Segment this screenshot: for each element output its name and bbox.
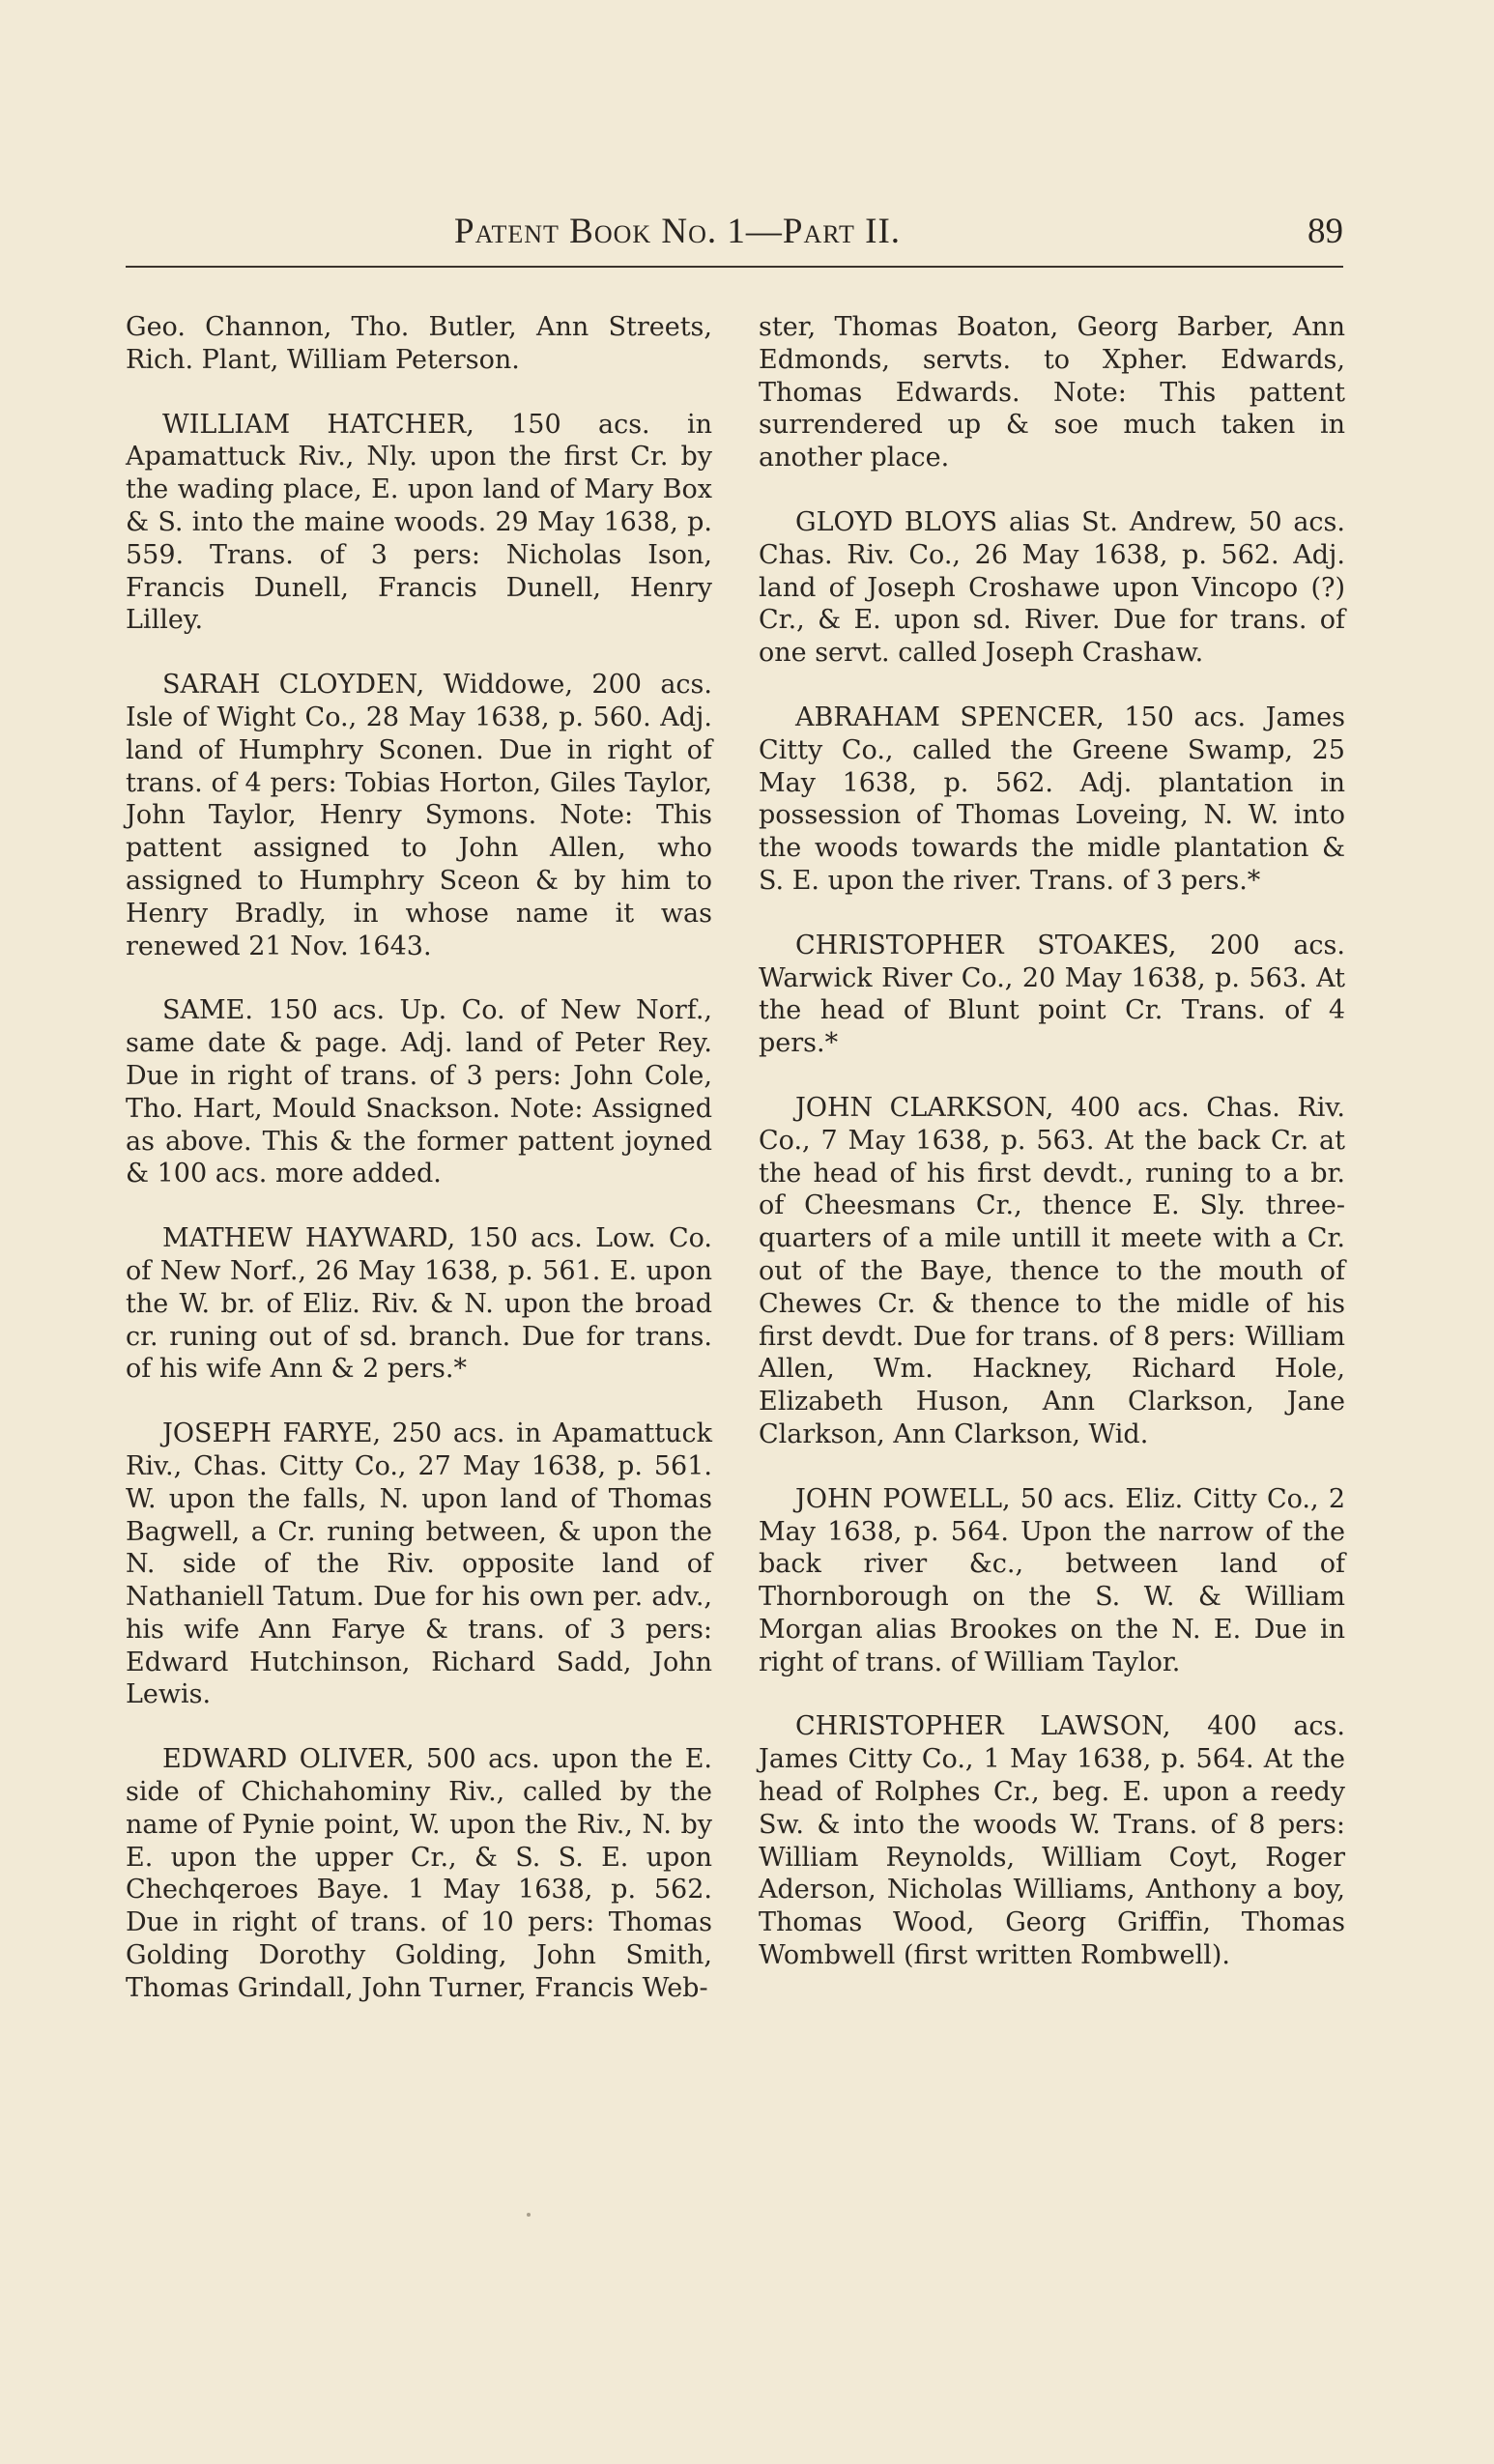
entry-joseph-farye: JOSEPH FARYE, 250 acs. in Apamattuck Riv., Chas. Citty Co., 27 May 1638, p. 561. W. upon the falls, N. upon land of Thomas Bagwell, a Cr. runing between, & upon the N. side of the Riv. opposite land of Nathaniell Tatum. Due for his own per. adv., his wife Ann Farye & trans. of 3 pers: Edward Hutchinson, Richard Sadd, John Lewis. — [126, 1418, 712, 1710]
right-column — [759, 311, 1345, 2004]
entry-william-hatcher: WILLIAM HATCHER, 150 acs. in Apamattuck Riv., Nly. upon the first Cr. by the wading place, E. upon land of Mary Box & S. into the maine woods. 29 May 1638, p. 559. Trans. of 3 pers: Nicholas Ison, Francis Dunell, Francis Dunell, Henry Lilley. — [126, 409, 712, 636]
entry-sarah-cloyden: SARAH CLOYDEN, Widdowe, 200 acs. Isle of Wight Co., 28 May 1638, p. 560. Adj. land of Humphry Sconen. Due in right of trans. of 4 pers: Tobias Horton, Giles Taylor, John Taylor, Henry Symons. Note: This pattent assigned to John Allen, who assigned to Humphry Sceon & by him to Henry Bradly, in whose name it was renewed 21 Nov. 1643. — [126, 670, 712, 961]
entry-edward-oliver: EDWARD OLIVER, 500 acs. upon the E. side of Chichahominy Riv., called by the name of Pynie point, W. upon the Riv., N. by E. upon the upper Cr., & S. S. E. upon Chechqeroes Baye. 1 May 1638, p. 562. Due in right of trans. of 10 pers: Thomas Golding Dorothy Golding, John Smith, Thomas Grindall, John Turner, Francis Web- — [126, 1744, 712, 2003]
entry-john-powell: JOHN POWELL, 50 acs. Eliz. Citty Co., 2 May 1638, p. 564. Upon the narrow of the back river &c., between land of Thornborough on the S. W. & William Morgan alias Brookes on the N. E. Due in right of trans. of William Taylor. — [759, 1483, 1345, 1677]
entry-gloyd-bloys: GLOYD BLOYS alias St. Andrew, 50 acs. Chas. Riv. Co., 26 May 1638, p. 562. Adj. land of Joseph Croshawe upon Vincopo (?) Cr., & E. upon sd. River. Due for trans. of one servt. called Joseph Crashaw. — [759, 506, 1345, 669]
entry-christopher-stoakes: CHRISTOPHER STOAKES, 200 acs. Warwick River Co., 20 May 1638, p. 563. At the head of Blunt point Cr. Trans. of 4 pers.* — [759, 930, 1345, 1059]
entry-continued: Geo. Channon, Tho. Butler, Ann Streets, Rich. Plant, William Peterson. — [126, 312, 712, 375]
entry-christopher-lawson: CHRISTOPHER LAWSON, 400 acs. James Citty Co., 1 May 1638, p. 564. At the head of Rolphes Cr., beg. E. upon a reedy Sw. & into the woods W. Trans. of 8 pers: William Reynolds, William Coyt, Roger Aderson, Nicholas Williams, Anthony a boy, Thomas Wood, Georg Griffin, Thomas Wombwell (first written Rombwell). — [759, 1711, 1345, 1971]
page-number: 89 — [1307, 212, 1343, 251]
running-title: Patent Book No. 1—Part II. — [454, 212, 902, 251]
entry-continued: ster, Thomas Boaton, Georg Barber, Ann Edmonds, servts. to Xpher. Edwards, Thomas Edwards. Note: This pattent surrendered up & soe much taken in another place. — [759, 312, 1345, 473]
entry-abraham-spencer: ABRAHAM SPENCER, 150 acs. James Citty Co., called the Greene Swamp, 25 May 1638, p. 562. Adj. plantation in possession of Thomas Loveing, N. W. into the woods towards the midle plantation & S. E. upon the river. Trans. of 3 pers.* — [759, 702, 1345, 896]
entry-mathew-hayward: MATHEW HAYWARD, 150 acs. Low. Co. of New Norf., 26 May 1638, p. 561. E. upon the W. br. of Eliz. Riv. & N. upon the broad cr. runing out of sd. branch. Due for trans. of his wife Ann & 2 pers.* — [126, 1223, 712, 1385]
header-rule — [126, 266, 1343, 268]
entry-john-clarkson: JOHN CLARKSON, 400 acs. Chas. Riv. Co., 7 May 1638, p. 563. At the back Cr. at the head of his first devdt., runing to a br. of Cheesmans Cr., thence E. Sly. three-quarters of a mile untill it meete with a Cr. out of the Baye, thence to the mouth of Chewes Cr. & thence to the midle of his first devdt. Due for trans. of 8 pers: William Allen, Wm. Hackney, Richard Hole, Elizabeth Huson, Ann Clarkson, Jane Clarkson, Ann Clarkson, Wid. — [759, 1092, 1345, 1449]
entry-same: SAME. 150 acs. Up. Co. of New Norf., same date & page. Adj. land of Peter Rey. Due in right of trans. of 3 pers: John Cole, Tho. Hart, Mould Snackson. Note: Assigned as above. This & the former pattent joyned & 100 acs. more added. — [126, 995, 712, 1189]
page-speck — [527, 2213, 531, 2217]
running-head — [126, 211, 1343, 261]
left-column — [126, 311, 712, 2037]
